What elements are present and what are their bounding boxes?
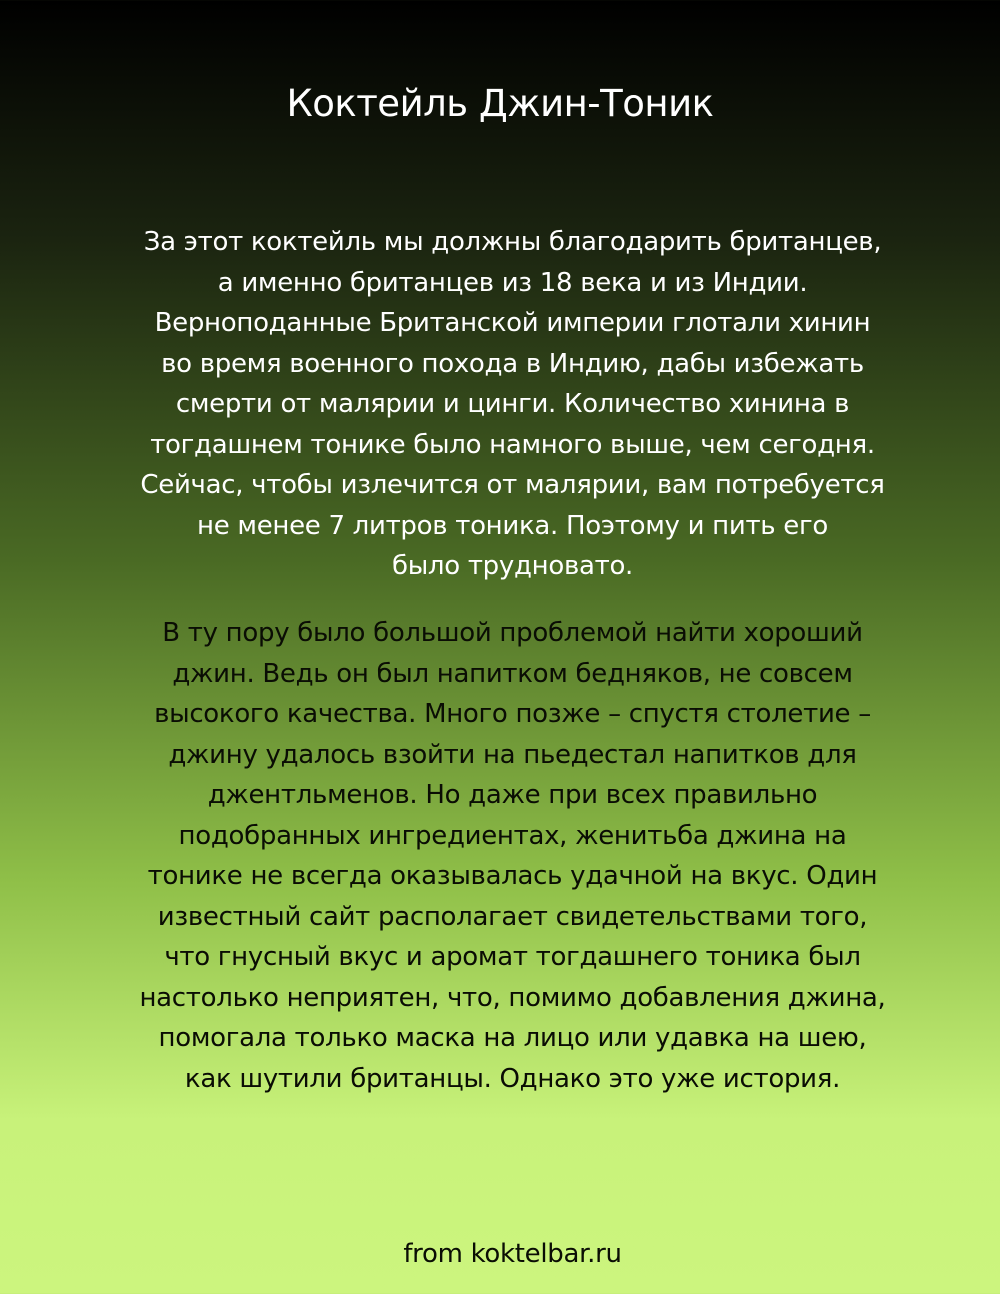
text-line: Сейчас, чтобы излечится от малярии, вам потребуется <box>140 470 885 500</box>
text-line: джину удалось взойти на пьедестал напитков для <box>168 739 857 770</box>
page-title: Коктейль Джин-Тоник <box>286 82 714 125</box>
text-line: известный сайт располагает свидетельствами того, <box>157 901 868 932</box>
text-line: смерти от малярии и цинги. Количество хинина в <box>175 389 850 419</box>
text-line: Верноподанные Британской империи глотали хинин <box>154 308 871 338</box>
text-line: тогдашнем тонике было намного выше, чем сегодня. <box>150 429 875 460</box>
text-line: подобранных ингредиентах, женитьба джина на <box>178 820 847 851</box>
paragraph-history <box>100 222 925 587</box>
text-line: высокого качества. Много позже – спустя столетие – <box>154 699 871 729</box>
text-line: как шутили британцы. Однако это уже история. <box>184 1063 841 1094</box>
text-line: За этот коктейль мы должны благодарить британцев, <box>143 227 882 257</box>
text-line: во время военного похода в Индию, дабы избежать <box>161 348 864 379</box>
paragraph-gin-quality <box>100 613 925 1099</box>
text-line: было трудновато. <box>391 551 634 581</box>
text-line: В ту пору было большой проблемой найти хороший <box>162 618 863 648</box>
text-line: что гнусный вкус и аромат тогдашнего тоника был <box>164 942 861 972</box>
text-line: джин. Ведь он был напитком бедняков, не совсем <box>172 658 853 689</box>
text-line: тонике не всегда оказывалась удачной на вкус. Один <box>147 861 878 891</box>
text-line: настолько неприятен, что, помимо добавления джина, <box>139 982 886 1013</box>
text-line: помогала только маска на лицо или удавка на шею, <box>158 1023 867 1053</box>
source-credit: from koktelbar.ru <box>403 1239 622 1269</box>
text-line: не менее 7 литров тоника. Поэтому и пить его <box>197 510 828 541</box>
text-line: джентльменов. Но даже при всех правильно <box>207 780 818 810</box>
text-line: а именно британцев из 18 века и из Индии. <box>217 267 808 298</box>
